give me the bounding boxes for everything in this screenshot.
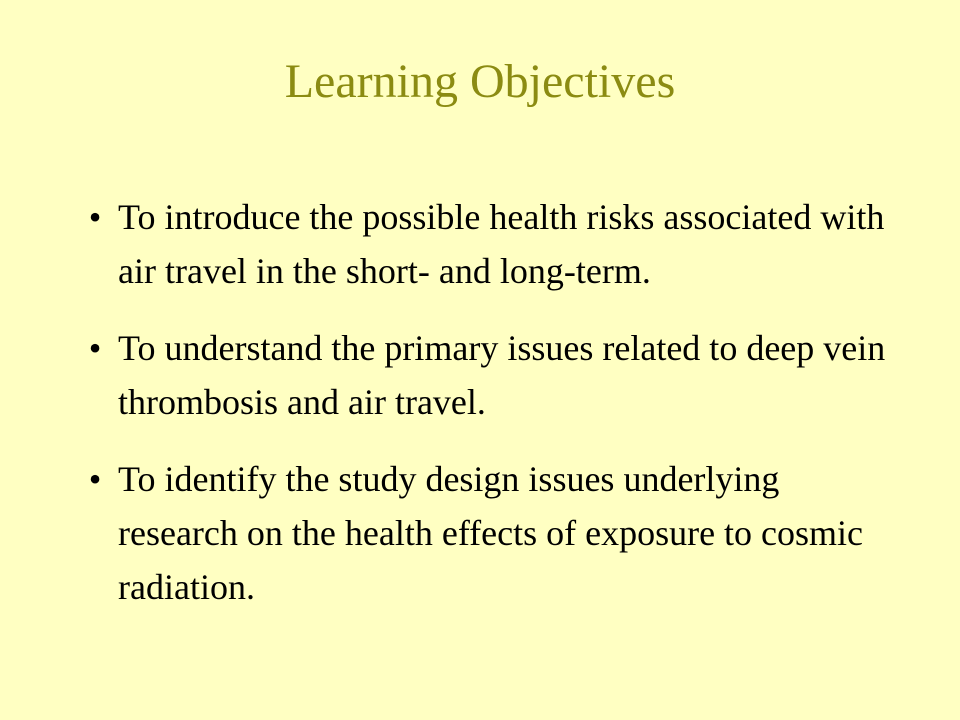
bullet-text: To understand the primary issues related to deep vein thrombosis and air travel. — [118, 328, 886, 422]
slide-title: Learning Objectives — [284, 55, 676, 108]
bullet-item — [80, 190, 900, 298]
bullet-point-icon: • — [88, 328, 102, 368]
bullet-list — [80, 190, 900, 637]
bullet-text: To introduce the possible health risks associated with air travel in the short- and long-term. — [118, 197, 885, 291]
bullet-item — [80, 321, 900, 429]
bullet-text: To identify the study design issues underlying research on the health effects of exposure to cosmic radiation. — [118, 459, 864, 607]
bullet-point-icon: • — [88, 197, 102, 237]
bullet-item — [80, 452, 900, 614]
bullet-point-icon: • — [88, 459, 102, 499]
